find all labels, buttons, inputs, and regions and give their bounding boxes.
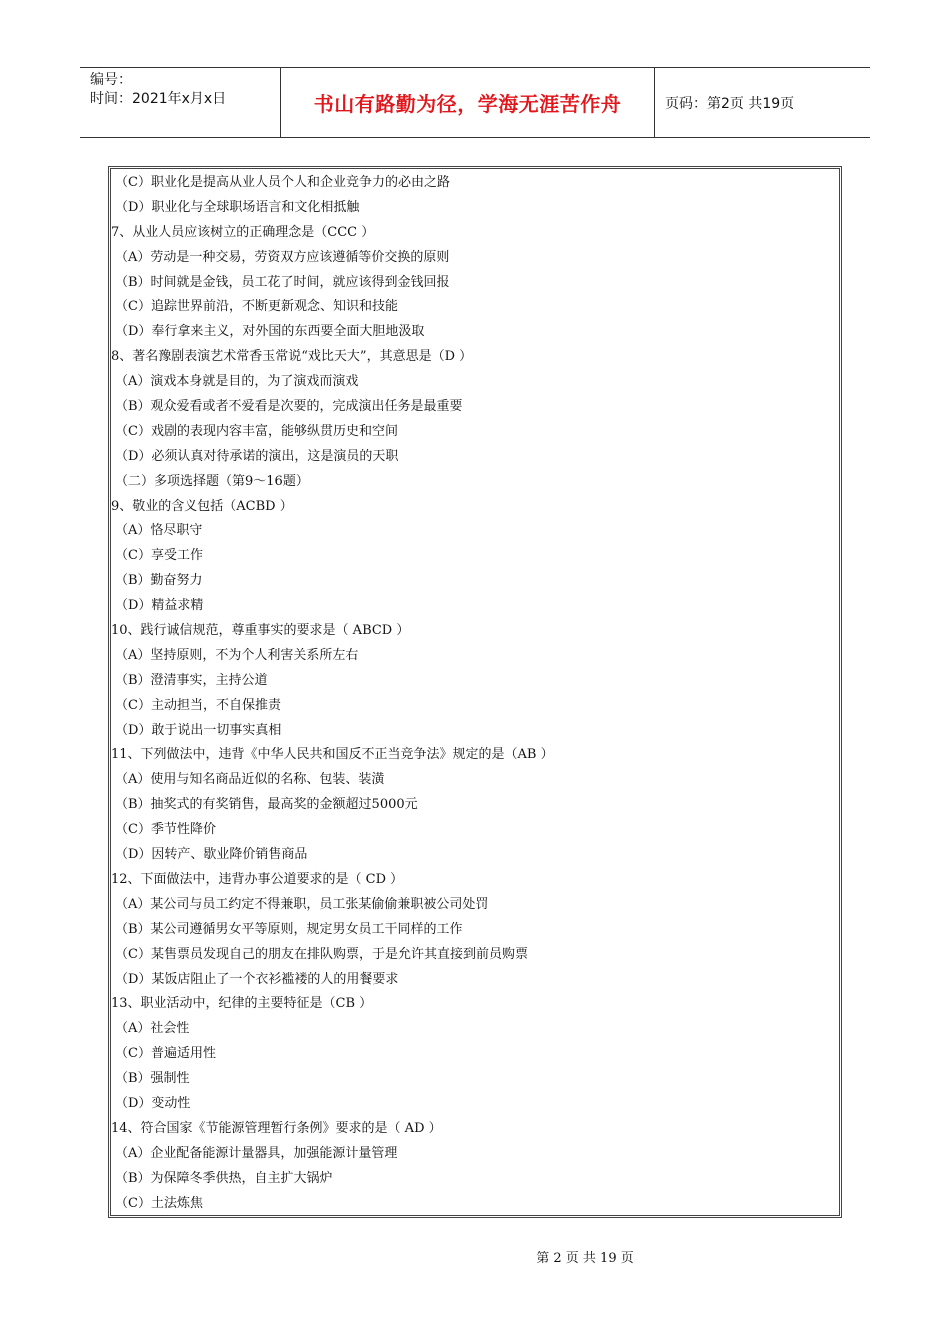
option-line: （C）职业化是提高从业人员个人和企业竞争力的必由之路 <box>115 175 450 190</box>
option-line: （C）普遍适用性 <box>115 1046 216 1062</box>
option-line: （C）主动担当，不自保推责 <box>115 697 281 713</box>
question-line: 11、下列做法中，违背《中华人民共和国反不正当竞争法》规定的是（AB ） <box>111 747 554 763</box>
option-line: （C）土法炼焦 <box>115 1195 203 1211</box>
option-line: （A）使用与知名商品近似的名称、包装、装潢 <box>115 772 385 788</box>
option-line: （A）演戏本身就是目的，为了演戏而演戏 <box>115 374 359 390</box>
page-header <box>80 67 870 138</box>
option-line: （B）时间就是金钱，员工花了时间，就应该得到金钱回报 <box>115 274 450 290</box>
option-line: （D）某饭店阻止了一个衣衫褴褛的人的用餐要求 <box>115 971 399 987</box>
header-page-info: 页码：第2页 共19页 <box>665 95 795 112</box>
question-line: 10、践行诚信规范，尊重事实的要求是（ ABCD ） <box>111 623 410 639</box>
question-lines <box>111 171 839 1216</box>
option-line: （D）奉行拿来主义，对外国的东西要全面大胆地汲取 <box>115 324 425 340</box>
option-line: （A）某公司与员工约定不得兼职，员工张某偷偷兼职被公司处罚 <box>115 896 489 912</box>
question-box <box>108 166 842 1218</box>
option-line: （A）社会性 <box>115 1021 190 1037</box>
option-line: （B）强制性 <box>115 1071 190 1087</box>
question-line: 9、敬业的含义包括（ACBD ） <box>111 498 293 514</box>
option-line: （D）精益求精 <box>115 598 204 614</box>
question-line: 12、下面做法中，违背办事公道要求的是（ CD ） <box>111 871 404 887</box>
question-line: 14、符合国家《节能源管理暂行条例》要求的是（ AD ） <box>111 1120 442 1136</box>
option-line: （B）澄清事实，主持公道 <box>115 672 268 688</box>
option-line: （D）必须认真对待承诺的演出，这是演员的天职 <box>115 448 399 464</box>
option-line: （D）因转产、歇业降价销售商品 <box>115 847 308 863</box>
option-line: （B）抽奖式的有奖销售，最高奖的金额超过5000元 <box>115 797 418 813</box>
option-line: （C）季节性降价 <box>115 822 216 838</box>
option-line: （A）劳动是一种交易，劳资双方应该遵循等价交换的原则 <box>115 249 450 265</box>
option-line: （B）某公司遵循男女平等原则，规定男女员工干同样的工作 <box>115 921 463 937</box>
option-line: （A）企业配备能源计量器具，加强能源计量管理 <box>115 1145 398 1161</box>
option-line: （D）职业化与全球职场语言和文化相抵触 <box>115 199 360 215</box>
number-label: 编号： <box>90 72 132 88</box>
option-line: （D）变动性 <box>115 1095 191 1111</box>
option-line: （B）为保障冬季供热，自主扩大锅炉 <box>115 1170 333 1186</box>
page-footer: 第 2 页 共 19 页 <box>536 1251 634 1266</box>
option-line: （A）恪尽职守 <box>115 523 203 539</box>
option-line: （C）戏剧的表现内容丰富，能够纵贯历史和空间 <box>115 423 398 439</box>
header-motto: 书山有路勤为径，学海无涯苦作舟 <box>281 68 655 137</box>
option-line: （C）追踪世界前沿，不断更新观念、知识和技能 <box>115 299 398 315</box>
option-line: （二）多项选择题（第9～16题） <box>115 473 309 489</box>
option-line: （C）享受工作 <box>115 548 203 564</box>
option-line: （C）某售票员发现自己的朋友在排队购票，于是允许其直接到前员购票 <box>115 946 528 962</box>
question-line: 8、著名豫剧表演艺术常香玉常说“戏比天大”，其意思是（D ） <box>111 349 473 365</box>
header-meta <box>80 68 281 137</box>
option-line: （A）坚持原则，不为个人利害关系所左右 <box>115 647 359 663</box>
option-line: （B）观众爱看或者不爱看是次要的，完成演出任务是最重要 <box>115 399 463 415</box>
option-line: （D）敢于说出一切事实真相 <box>115 722 282 738</box>
time-label: 时间：2021年x月x日 <box>90 91 227 107</box>
question-line: 13、职业活动中，纪律的主要特征是（CB ） <box>111 996 373 1012</box>
option-line: （B）勤奋努力 <box>115 573 203 589</box>
question-line: 7、从业人员应该树立的正确理念是（CCC ） <box>111 224 375 240</box>
